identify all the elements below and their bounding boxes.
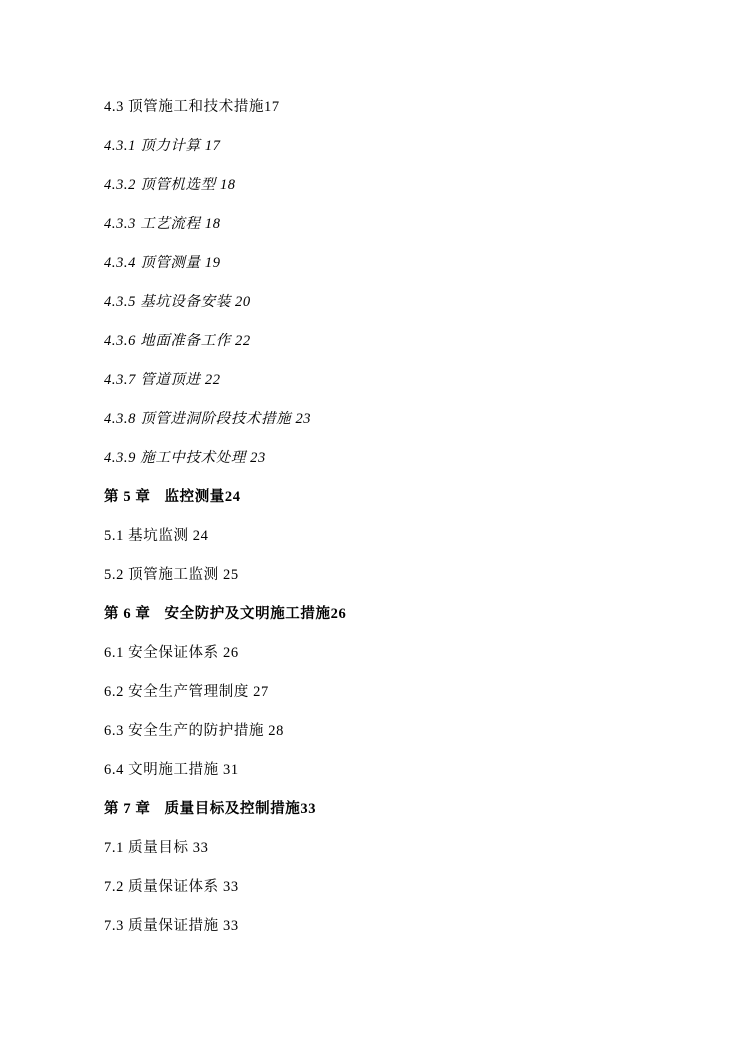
toc-entry[interactable]: [104, 439, 644, 478]
toc-entry-text: 6.3 安全生产的防护措施 28: [104, 723, 284, 740]
toc-chapter-entry[interactable]: [104, 790, 644, 829]
toc-entry[interactable]: [104, 868, 644, 907]
toc-chapter-entry[interactable]: [104, 595, 644, 634]
toc-entry[interactable]: [104, 751, 644, 790]
toc-entry-text: 监控测量24: [164, 489, 241, 506]
toc-entry[interactable]: [104, 829, 644, 868]
toc-list: [104, 88, 644, 946]
toc-entry[interactable]: [104, 517, 644, 556]
toc-entry-text: 6.1 安全保证体系 26: [104, 645, 239, 662]
toc-entry-text: 7.2 质量保证体系 33: [104, 879, 239, 896]
toc-entry-text: 6.4 文明施工措施 31: [104, 762, 239, 779]
toc-chapter-entry[interactable]: [104, 478, 644, 517]
toc-entry[interactable]: [104, 634, 644, 673]
toc-entry-text: 7.3 质量保证措施 33: [104, 918, 239, 935]
toc-entry-text: 7.1 质量目标 33: [104, 840, 209, 857]
toc-chapter-prefix: 第 6 章: [104, 606, 151, 623]
toc-entry[interactable]: [104, 322, 644, 361]
toc-entry-text: 4.3.6 地面准备工作 22: [104, 333, 251, 350]
toc-entry[interactable]: [104, 400, 644, 439]
toc-entry-text: 4.3.5 基坑设备安装 20: [104, 294, 251, 311]
toc-entry-text: 4.3 顶管施工和技术措施17: [104, 99, 280, 116]
toc-entry-text: 4.3.2 顶管机选型 18: [104, 177, 236, 194]
toc-entry-text: 6.2 安全生产管理制度 27: [104, 684, 269, 701]
toc-entry-text: 安全防护及文明施工措施26: [164, 606, 347, 623]
toc-entry-text: 4.3.8 顶管进洞阶段技术措施 23: [104, 411, 312, 428]
toc-entry-text: 4.3.7 管道顶进 22: [104, 372, 221, 389]
toc-entry[interactable]: [104, 88, 644, 127]
toc-entry-text: 4.3.4 顶管测量 19: [104, 255, 221, 272]
toc-entry[interactable]: [104, 907, 644, 946]
toc-entry-text: 5.2 顶管施工监测 25: [104, 567, 239, 584]
toc-entry-text: 4.3.1 顶力计算 17: [104, 138, 221, 155]
toc-entry[interactable]: [104, 673, 644, 712]
toc-entry[interactable]: [104, 244, 644, 283]
toc-entry-text: 4.3.9 施工中技术处理 23: [104, 450, 266, 467]
toc-entry-text: 质量目标及控制措施33: [164, 801, 317, 818]
toc-entry-text: 4.3.3 工艺流程 18: [104, 216, 221, 233]
toc-entry[interactable]: [104, 127, 644, 166]
toc-entry[interactable]: [104, 361, 644, 400]
toc-entry[interactable]: [104, 556, 644, 595]
toc-entry[interactable]: [104, 712, 644, 751]
toc-chapter-prefix: 第 5 章: [104, 489, 151, 506]
toc-entry-text: 5.1 基坑监测 24: [104, 528, 209, 545]
toc-chapter-prefix: 第 7 章: [104, 801, 151, 818]
toc-entry[interactable]: [104, 283, 644, 322]
toc-entry[interactable]: [104, 205, 644, 244]
toc-entry[interactable]: [104, 166, 644, 205]
